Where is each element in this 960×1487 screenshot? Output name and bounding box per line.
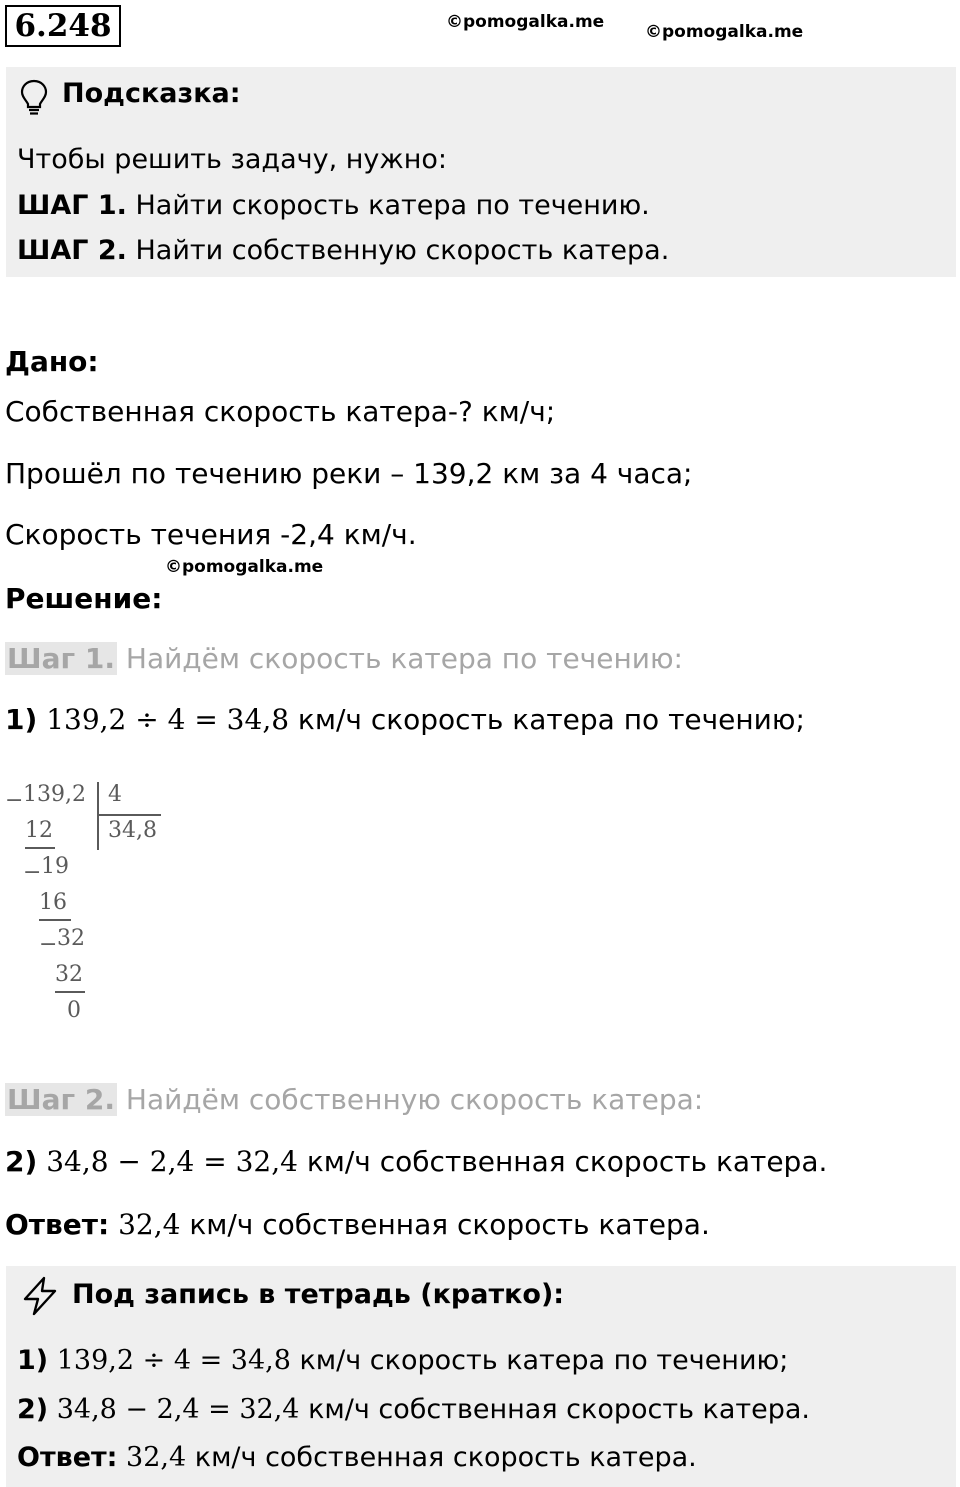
watermark: ©pomogalka.me [645,22,804,42]
dividend: 139,2 [23,782,86,807]
answer-text: км/ч собственная скорость катера. [186,1442,697,1473]
math-expression: 34,8 − 2,4 = 32,4 [56,1394,300,1425]
given-title: Дано: [5,345,99,378]
line-text: км/ч собственная скорость катера. [299,1394,811,1425]
lightbulb-icon [18,78,50,120]
math-expression: 34,8 − 2,4 = 32,4 [46,1145,298,1178]
short-line-1 [17,1345,788,1376]
answer-label: Ответ: [5,1208,110,1241]
line-number: 2) [17,1394,49,1425]
hint-step-text: Найти собственную скорость катера. [126,235,670,266]
answer-line [5,1208,710,1241]
division-underline [55,991,85,993]
step-label: Шаг 1. [7,642,115,675]
line-text: км/ч скорость катера по течению; [289,703,805,736]
line-number: 2) [5,1145,38,1178]
divisor-underline [97,814,161,816]
watermark: ©pomogalka.me [165,557,324,577]
minus-sign: − [5,788,24,813]
hint-intro: Чтобы решить задачу, нужно: [17,144,447,175]
step-value: 16 [39,890,67,915]
step-value: 12 [25,818,53,843]
solution-line-2 [5,1145,827,1178]
lightning-icon [20,1276,60,1320]
remainder: 0 [67,998,81,1023]
step-1-heading [5,642,683,675]
hint-title: Подсказка: [62,78,241,109]
quotient: 34,8 [108,818,157,843]
division-bar [97,782,99,850]
line-text: км/ч скорость катера по течению; [290,1345,789,1376]
answer-label: Ответ: [17,1442,118,1473]
minus-sign: − [23,860,42,885]
line-number: 1) [5,703,38,736]
divisor: 4 [108,782,122,807]
hint-step-1 [17,190,650,221]
solution-line-1 [5,703,805,736]
hint-step-text: Найти скорость катера по течению. [126,190,650,221]
short-line-2 [17,1394,810,1425]
short-title: Под запись в тетрадь (кратко): [72,1279,565,1310]
answer-text: км/ч собственная скорость катера. [180,1208,710,1241]
given-line: Скорость течения -2,4 км/ч. [5,518,417,551]
step-label: Шаг 2. [7,1083,115,1116]
long-division [5,772,175,1032]
answer-value: 32,4 [118,1208,181,1241]
step-text: Найдём скорость катера по течению: [116,642,683,675]
line-number: 1) [17,1345,49,1376]
hint-step-2 [17,235,669,266]
short-answer [17,1442,697,1473]
line-text: км/ч собственная скорость катера. [297,1145,828,1178]
step-2-heading [5,1083,703,1116]
hint-step-label: ШАГ 1. [17,190,127,221]
answer-value: 32,4 [126,1442,187,1473]
step-value: 32 [55,962,83,987]
step-value: 19 [41,854,69,879]
step-value: 32 [57,926,85,951]
minus-sign: − [39,932,58,957]
given-line: Собственная скорость катера-? км/ч; [5,395,556,428]
division-underline [25,847,55,849]
solution-title: Решение: [5,582,163,615]
task-number: 6.248 [5,5,121,47]
hint-step-label: ШАГ 2. [17,235,127,266]
watermark: ©pomogalka.me [446,12,605,32]
math-expression: 139,2 ÷ 4 = 34,8 [56,1345,291,1376]
division-underline [39,919,71,921]
math-expression: 139,2 ÷ 4 = 34,8 [46,703,290,736]
given-line: Прошёл по течению реки – 139,2 км за 4 часа; [5,457,693,490]
step-text: Найдём собственную скорость катера: [116,1083,704,1116]
